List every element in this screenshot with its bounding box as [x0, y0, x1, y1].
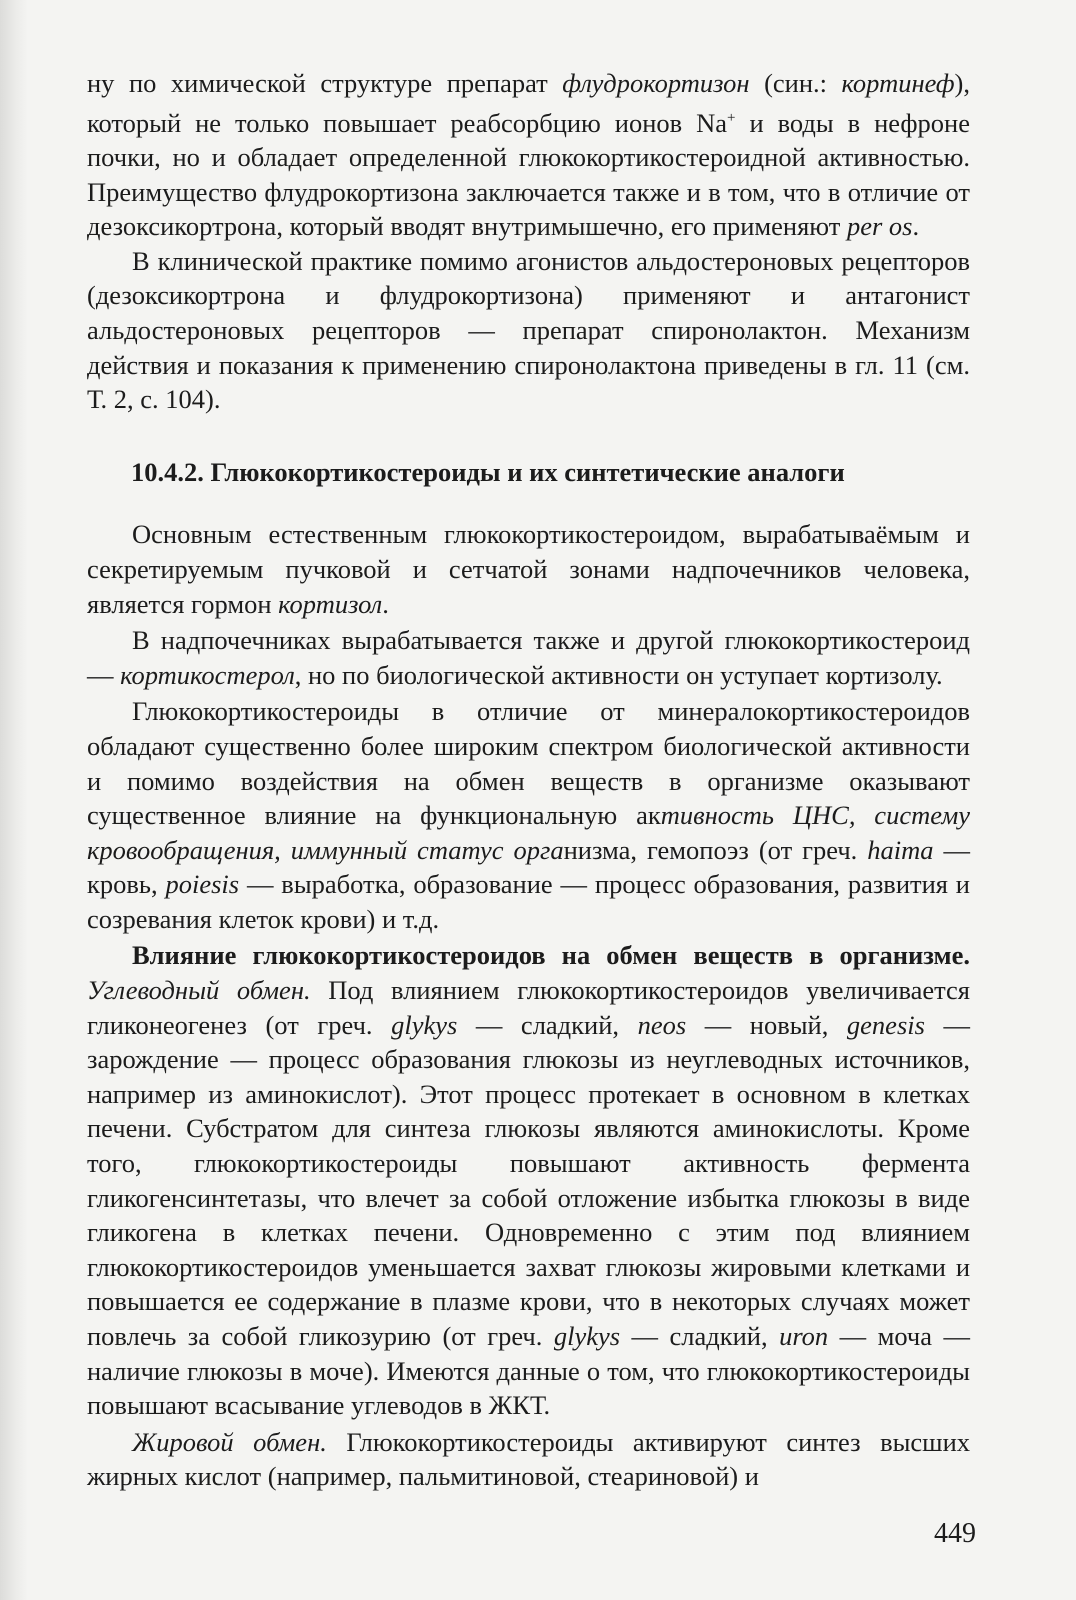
- greek-poiesis: poiesis: [165, 869, 240, 900]
- text-run: — кровь,: [87, 834, 970, 900]
- text-run: , но по биологической активности он уступает кортизолу.: [294, 659, 943, 690]
- paragraph-carbohydrate-metabolism: [87, 938, 970, 1422]
- text-run: В надпочечниках вырабатывается также и другой глюкокортикостероид —: [87, 625, 970, 690]
- paragraph-spironolactone: [87, 244, 970, 417]
- greek-glykys: glykys: [391, 1009, 458, 1040]
- paragraph-fat-metabolism: [87, 1425, 970, 1494]
- text-run: ну по химической структуре препарат: [87, 68, 563, 98]
- text-run: — моча — наличие глюкозы в моче). Имеются данные о том, что глюкокортикостероиды повышают всасывание углеводов в ЖКТ.: [87, 1321, 970, 1421]
- text-run: — сладкий,: [457, 1009, 638, 1040]
- text-run: — сладкий,: [620, 1321, 780, 1352]
- text-run: .: [912, 211, 920, 242]
- paragraph-glucocorticoid-activity: [87, 694, 970, 936]
- term-corticosterol: кортикостерол: [120, 659, 295, 690]
- drug-name-fludrocortisone: флудрокортизон: [562, 68, 750, 98]
- text-run: Глюкокортикостероиды в отличие от минералокортикостероидов обладают существенно более широким спектром биологической активности и помимо воздействия на обмен веществ в организме оказывают существенное влияние на функциональную ак: [87, 696, 970, 831]
- paragraph-fludrocortisone: [87, 66, 970, 244]
- text-run: — зарождение — процесс образования глюкозы из неуглеводных источников, например из аминокислот). Этот процесс протекает в основном в клетках печени. Субстратом для синтеза глюкозы являются аминокислоты. Кроме того, глюкокортикостероиды повышают активность фермента гликогенсинтетазы, что влечет за собой отложение избытка глюкозы в виде гликогена в клетках печени. Одновременно с этим под влиянием глюкокортикостероидов уменьшается захват глюкозы жировыми клетками и повышается ее содержание в плазме крови, что в некоторых случаях может повлечь за собой гликозурию (от греч.: [87, 1009, 970, 1352]
- section-heading: 10.4.2. Глюкокортикостероиды и их синтетические аналоги: [131, 456, 845, 487]
- greek-uron: uron: [779, 1321, 829, 1352]
- text-run: низма, гемопоэз (от греч.: [563, 834, 868, 865]
- paragraph-corticosterol: [87, 623, 970, 692]
- text-run-italic: тивность ЦНС, систему кровообращения, иммунный статус орга: [87, 800, 970, 865]
- page-body: [87, 66, 970, 1494]
- text-run: (син.:: [749, 68, 842, 98]
- greek-glykys: glykys: [553, 1321, 621, 1352]
- text-run: — новый,: [686, 1009, 847, 1040]
- text-run: Глюкокортикостероиды активируют синтез высших жирных кислот (например, пальмитиновой, стеариновой) и: [87, 1426, 971, 1492]
- text-run: — выработка, образование — процесс образования, развития и созревания клеток крови) и т.д.: [87, 869, 970, 934]
- term-cortisol: кортизол: [278, 588, 383, 619]
- page-number: 449: [934, 1518, 976, 1549]
- subsection-lead-bold: Влияние глюкокортикостероидов на обмен веществ в организме.: [132, 940, 970, 971]
- text-run: и воды в нефроне почки, но и обладает определенной глюкокортикостероидной активностью. Преимущество флудрокортизона заключается также и в том, что в отличие от дезоксикортрона, который вводят внутримышечно, его применяют: [87, 107, 970, 242]
- subsection-fat: Жировой обмен.: [132, 1426, 327, 1457]
- drug-name-cortinef: кортинеф: [841, 68, 955, 98]
- latin-per-os: per os: [846, 211, 913, 242]
- subsection-carbohydrate: Углеводный обмен.: [87, 975, 311, 1006]
- text-run: Под влиянием глюкокортикостероидов увеличивается гликонеогенез (от греч.: [87, 975, 970, 1040]
- ion-charge: +: [727, 109, 736, 126]
- greek-genesis: genesis: [846, 1009, 925, 1040]
- greek-neos: neos: [637, 1009, 687, 1040]
- paragraph-cortisol: [87, 517, 970, 621]
- text-run: .: [382, 588, 389, 619]
- scan-edge-shadow: [0, 0, 28, 1600]
- text-run: ), который не только повышает реабсорбцию ионов Na: [87, 68, 970, 138]
- text-run: В клинической практике помимо агонистов альдостероновых рецепторов (дезоксикортрона и флудрокортизона) применяют и антагонист альдостероновых рецепторов — препарат спиронолактон. Механизм действия и показания к применению спиронолактона приведены в гл. 11 (см. Т. 2, с. 104).: [87, 245, 970, 415]
- greek-haima: haima: [867, 834, 934, 865]
- text-run: Основным естественным глюкокортикостероидом, вырабатываёмым и секретируемым пучковой и сетчатой зонами надпочечников человека, является гормон: [87, 519, 970, 619]
